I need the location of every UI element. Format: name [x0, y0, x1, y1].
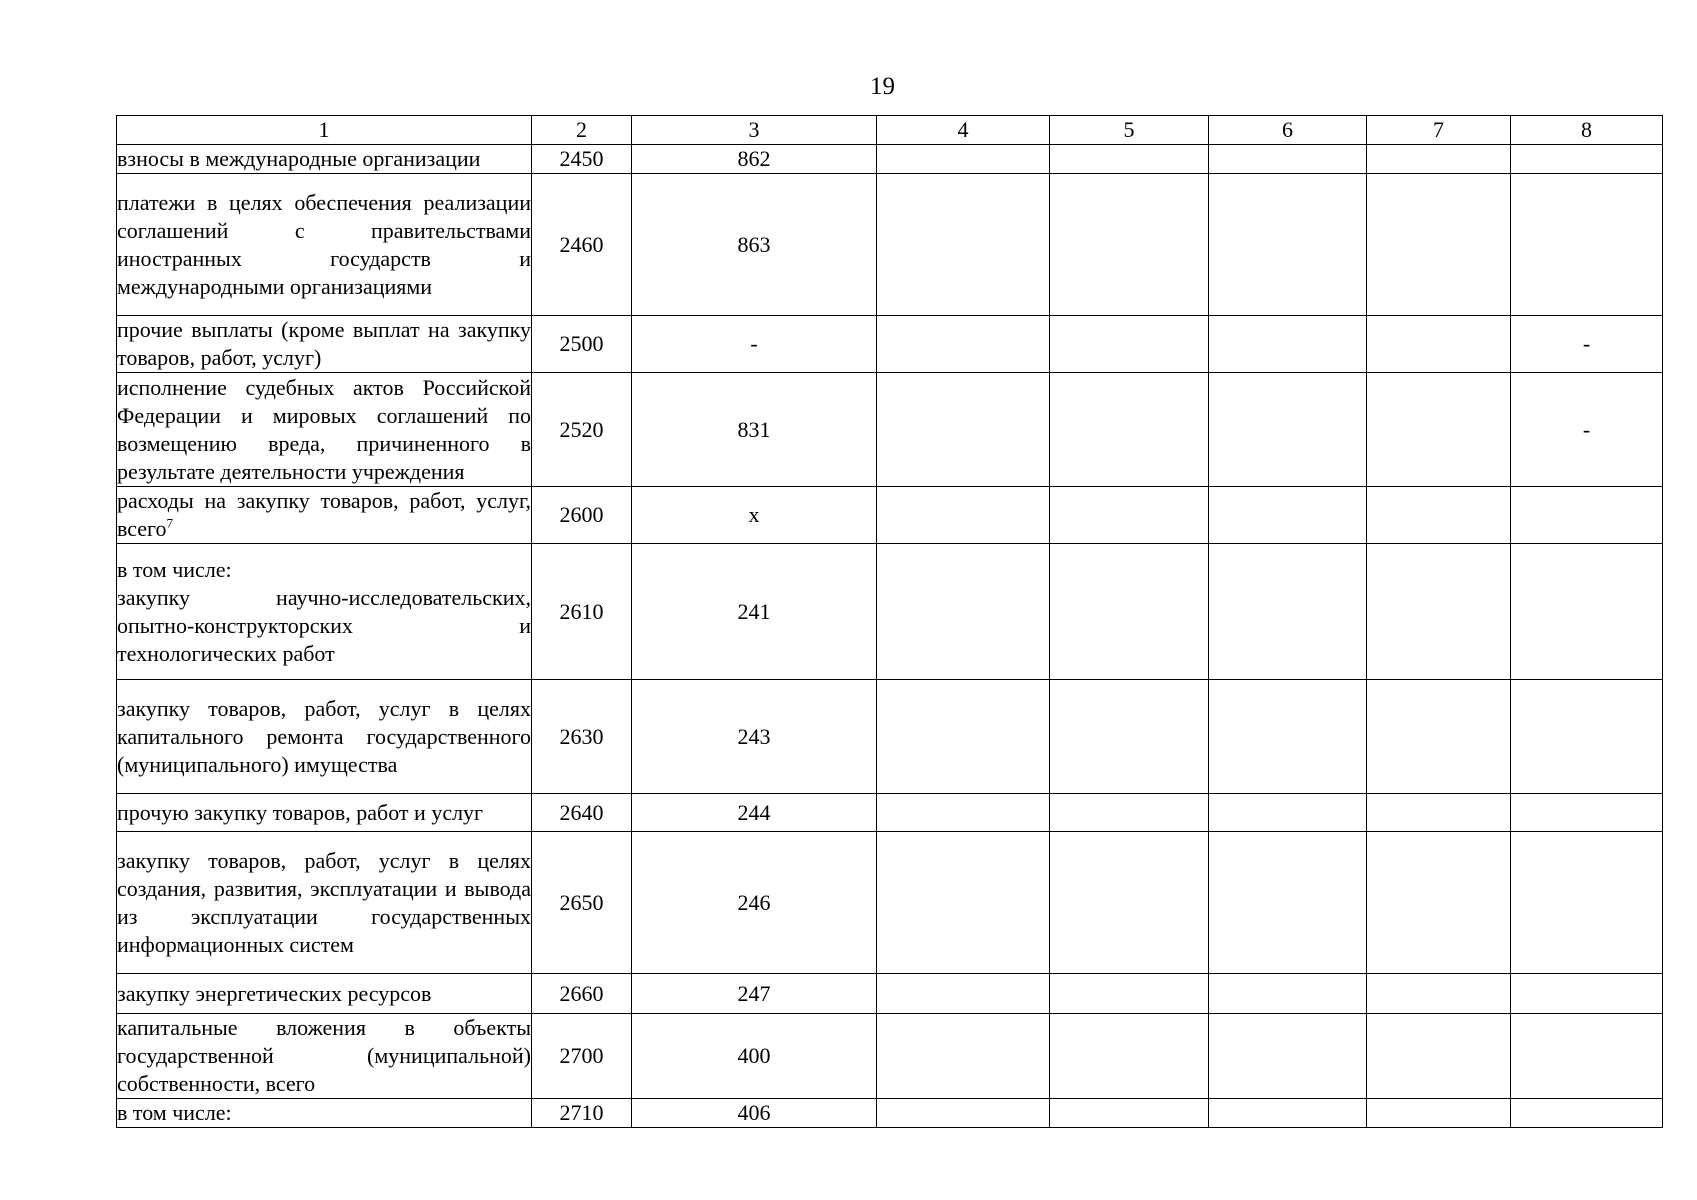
table-row: [117, 487, 1663, 544]
row-cell-6: [1209, 1099, 1367, 1128]
row-cell-5: [1050, 794, 1209, 832]
row-cell-5: [1050, 1014, 1209, 1099]
row-budget-code: 244: [632, 794, 877, 832]
row-cell-8: [1511, 832, 1663, 974]
column-header-4: 4: [877, 116, 1050, 145]
row-line-code: 2600: [532, 487, 632, 544]
row-cell-6: [1209, 487, 1367, 544]
row-cell-4: [877, 680, 1050, 794]
row-cell-6: [1209, 1014, 1367, 1099]
footnote-marker: 7: [166, 515, 174, 531]
column-header-1: 1: [117, 116, 532, 145]
row-cell-5: [1050, 974, 1209, 1014]
row-line-code: 2630: [532, 680, 632, 794]
row-cell-4: [877, 794, 1050, 832]
row-cell-5: [1050, 544, 1209, 680]
row-description: [117, 544, 532, 680]
row-cell-8: [1511, 174, 1663, 316]
row-cell-7: [1367, 544, 1511, 680]
row-cell-8: [1511, 544, 1663, 680]
table-row: [117, 373, 1663, 487]
row-cell-5: [1050, 1099, 1209, 1128]
row-description: [117, 487, 532, 544]
table-row: [117, 316, 1663, 373]
row-line-code: 2450: [532, 145, 632, 174]
row-budget-code: 241: [632, 544, 877, 680]
page-number: 19: [870, 73, 895, 100]
row-line-code: 2520: [532, 373, 632, 487]
row-description-intro: в том числе:: [117, 556, 232, 582]
row-cell-8: -: [1511, 316, 1663, 373]
row-cell-6: [1209, 145, 1367, 174]
row-line-code: 2700: [532, 1014, 632, 1099]
row-cell-7: [1367, 794, 1511, 832]
row-cell-4: [877, 316, 1050, 373]
row-cell-7: [1367, 1014, 1511, 1099]
row-budget-code: 243: [632, 680, 877, 794]
table-row: [117, 544, 1663, 680]
row-budget-code: -: [632, 316, 877, 373]
row-cell-8: [1511, 487, 1663, 544]
row-cell-7: [1367, 487, 1511, 544]
row-cell-4: [877, 1099, 1050, 1128]
column-header-8: 8: [1511, 116, 1663, 145]
row-cell-5: [1050, 145, 1209, 174]
row-cell-6: [1209, 316, 1367, 373]
table-row: [117, 794, 1663, 832]
row-line-code: 2640: [532, 794, 632, 832]
row-cell-6: [1209, 373, 1367, 487]
row-cell-5: [1050, 373, 1209, 487]
table-row: [117, 832, 1663, 974]
row-cell-5: [1050, 174, 1209, 316]
row-cell-8: [1511, 794, 1663, 832]
row-line-code: 2660: [532, 974, 632, 1014]
row-description: капитальные вложения в объекты государственной (муниципальной) собственности, всего: [117, 1014, 532, 1099]
table-row: [117, 174, 1663, 316]
row-cell-8: [1511, 145, 1663, 174]
row-line-code: 2710: [532, 1099, 632, 1128]
table-row: [117, 1014, 1663, 1099]
row-cell-6: [1209, 832, 1367, 974]
table-row: [117, 145, 1663, 174]
row-budget-code: 863: [632, 174, 877, 316]
row-line-code: 2650: [532, 832, 632, 974]
row-cell-8: [1511, 680, 1663, 794]
row-cell-6: [1209, 974, 1367, 1014]
row-line-code: 2610: [532, 544, 632, 680]
row-cell-7: [1367, 174, 1511, 316]
row-cell-5: [1050, 316, 1209, 373]
row-cell-4: [877, 174, 1050, 316]
row-description: прочие выплаты (кроме выплат на закупку товаров, работ, услуг): [117, 316, 532, 373]
row-description: взносы в международные организации: [117, 145, 532, 174]
row-budget-code: 862: [632, 145, 877, 174]
column-header-2: 2: [532, 116, 632, 145]
row-description: закупку энергетических ресурсов: [117, 974, 532, 1014]
column-header-6: 6: [1209, 116, 1367, 145]
row-budget-code: х: [632, 487, 877, 544]
row-description: закупку товаров, работ, услуг в целях капитального ремонта государственного (муниципального) имущества: [117, 680, 532, 794]
row-budget-code: 400: [632, 1014, 877, 1099]
row-cell-7: [1367, 1099, 1511, 1128]
row-cell-8: [1511, 1014, 1663, 1099]
row-cell-7: [1367, 373, 1511, 487]
row-description: платежи в целях обеспечения реализации соглашений с правительствами иностранных государств и международными организациями: [117, 174, 532, 316]
row-cell-4: [877, 544, 1050, 680]
row-line-code: 2460: [532, 174, 632, 316]
row-cell-4: [877, 487, 1050, 544]
row-budget-code: 247: [632, 974, 877, 1014]
row-cell-8: [1511, 974, 1663, 1014]
row-description-text: закупку научно-исследовательских, опытно-конструкторских и технологических работ: [117, 584, 531, 666]
column-header-5: 5: [1050, 116, 1209, 145]
column-header-7: 7: [1367, 116, 1511, 145]
row-cell-5: [1050, 832, 1209, 974]
row-cell-6: [1209, 680, 1367, 794]
row-description: закупку товаров, работ, услуг в целях создания, развития, эксплуатации и вывода из эксплуатации государственных информационных систем: [117, 832, 532, 974]
row-cell-7: [1367, 145, 1511, 174]
table-row: [117, 1099, 1663, 1128]
header-row: [117, 116, 1663, 145]
row-budget-code: 246: [632, 832, 877, 974]
report-table: [116, 115, 1663, 1128]
row-cell-8: [1511, 1099, 1663, 1128]
row-cell-6: [1209, 794, 1367, 832]
row-cell-4: [877, 373, 1050, 487]
row-description: прочую закупку товаров, работ и услуг: [117, 794, 532, 832]
row-cell-6: [1209, 544, 1367, 680]
row-cell-6: [1209, 174, 1367, 316]
row-description-text: расходы на закупку товаров, работ, услуг, всего: [117, 488, 531, 541]
row-cell-4: [877, 974, 1050, 1014]
row-cell-4: [877, 1014, 1050, 1099]
row-description: исполнение судебных актов Российской Федерации и мировых соглашений по возмещению вреда, причиненного в результате деятельности учреждения: [117, 373, 532, 487]
row-cell-4: [877, 832, 1050, 974]
table-row: [117, 974, 1663, 1014]
table-row: [117, 680, 1663, 794]
row-description: в том числе:: [117, 1099, 532, 1128]
column-header-3: 3: [632, 116, 877, 145]
row-cell-7: [1367, 974, 1511, 1014]
row-budget-code: 831: [632, 373, 877, 487]
row-cell-5: [1050, 487, 1209, 544]
row-line-code: 2500: [532, 316, 632, 373]
row-cell-7: [1367, 316, 1511, 373]
row-cell-5: [1050, 680, 1209, 794]
row-cell-4: [877, 145, 1050, 174]
row-cell-8: -: [1511, 373, 1663, 487]
row-cell-7: [1367, 832, 1511, 974]
row-cell-7: [1367, 680, 1511, 794]
row-budget-code: 406: [632, 1099, 877, 1128]
